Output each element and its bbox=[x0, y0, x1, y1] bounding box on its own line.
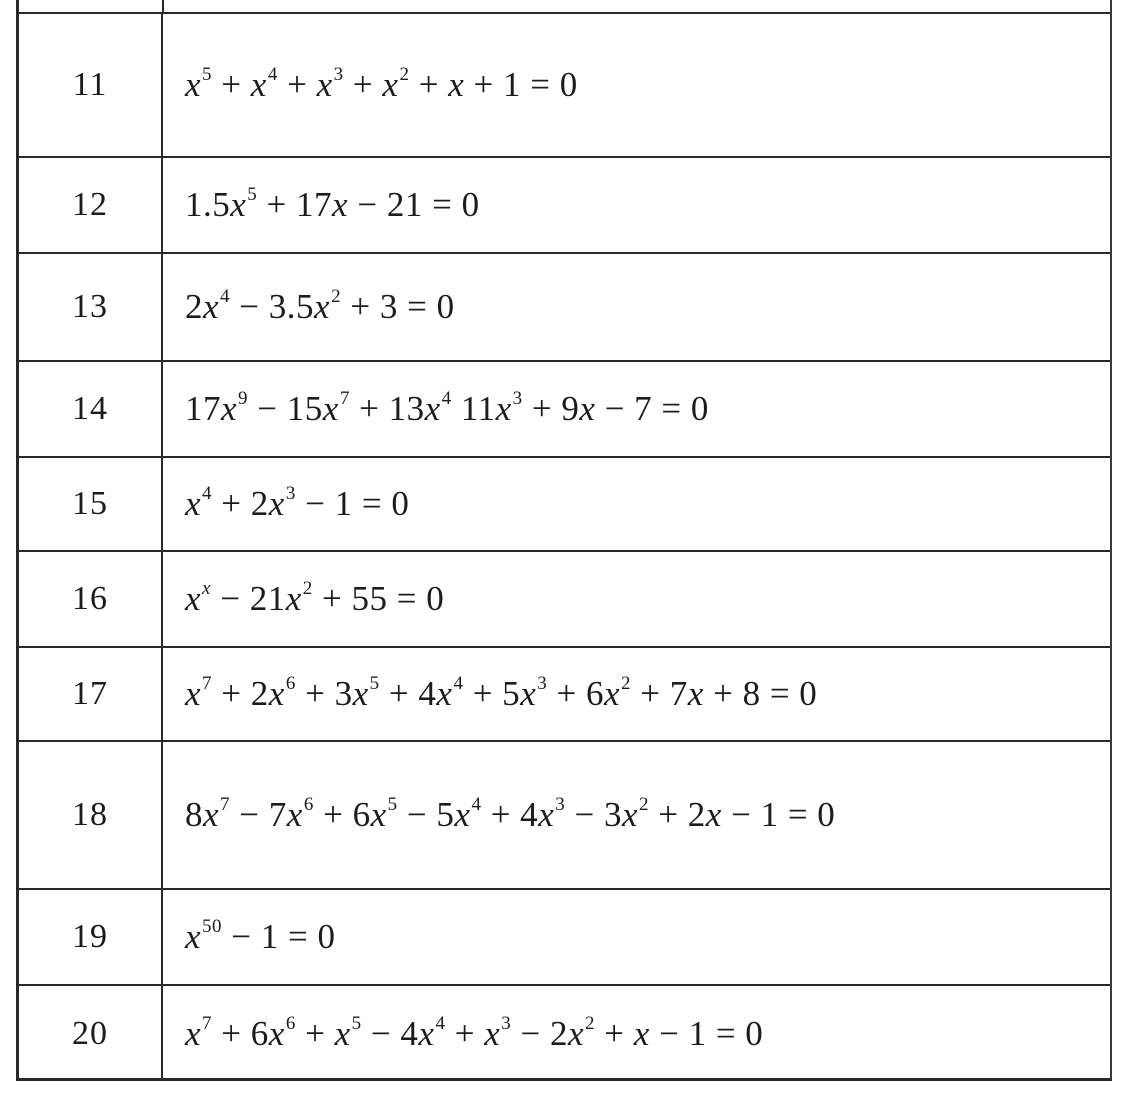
equation: $8x^7 - 7x^6 + 6x^5 - 5x^4 + 4x^3 - 3x^2 + 2x - 1 = 0$ bbox=[185, 794, 836, 834]
row-number: 17 bbox=[19, 648, 163, 740]
table-row bbox=[19, 552, 1110, 648]
row-number: 15 bbox=[19, 458, 163, 550]
equation: $2x^4 - 3.5x^2 + 3 = 0$ bbox=[185, 286, 455, 326]
table-row bbox=[19, 362, 1110, 458]
equation: $x^4 + 2x^3 - 1 = 0$ bbox=[185, 483, 410, 523]
equation: $x^{50} - 1 = 0$ bbox=[185, 916, 336, 956]
equation: $x^x - 21x^2 + 55 = 0$ bbox=[185, 578, 445, 618]
equation: $1.5x^5 + 17x - 21 = 0$ bbox=[185, 184, 480, 224]
equation: $x^7 + 2x^6 + 3x^5 + 4x^4 + 5x^3 + 6x^2 + 7x + 8 = 0$ bbox=[185, 673, 818, 713]
row-number: 16 bbox=[19, 552, 163, 646]
equation: $17x^9 - 15x^7 + 13x^4$ $11x^3 + 9x - 7 = 0$ bbox=[185, 388, 709, 428]
row-number: 13 bbox=[19, 254, 163, 360]
row-number: 18 bbox=[19, 742, 163, 888]
row-number: 20 bbox=[19, 986, 163, 1081]
table-row bbox=[19, 158, 1110, 254]
table-row bbox=[19, 648, 1110, 742]
row-number: 14 bbox=[19, 362, 163, 456]
equation: $x^7 + 6x^6 + x^5 - 4x^4 + x^3 - 2x^2 + x - 1 = 0$ bbox=[185, 1012, 764, 1053]
equations-table bbox=[16, 0, 1112, 1081]
table-row bbox=[19, 986, 1110, 1081]
table-row bbox=[19, 890, 1110, 986]
table-row bbox=[19, 458, 1110, 552]
row-number: 11 bbox=[19, 14, 163, 156]
table-row bbox=[19, 254, 1110, 362]
row-number: 19 bbox=[19, 890, 163, 984]
table-top-stub bbox=[19, 0, 1110, 14]
table-row bbox=[19, 14, 1110, 158]
equation: $x^5 + x^4 + x^3 + x^2 + x + 1 = 0$ bbox=[185, 64, 578, 104]
row-number: 12 bbox=[19, 158, 163, 252]
table-row bbox=[19, 742, 1110, 890]
